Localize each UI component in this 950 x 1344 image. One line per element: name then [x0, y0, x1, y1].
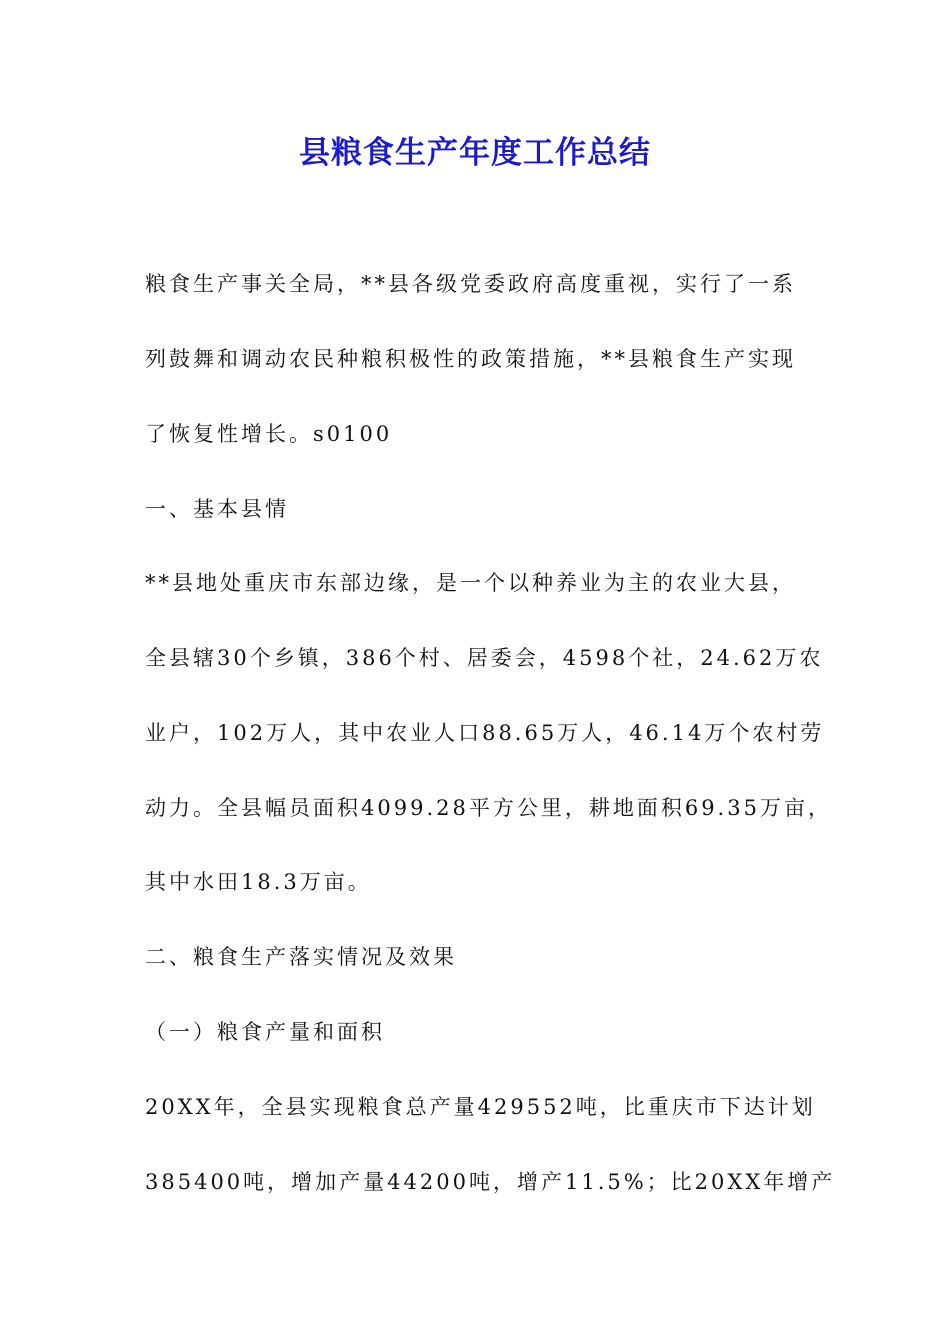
paragraph-line: 列鼓舞和调动农民种粮积极性的政策措施，**县粮食生产实现: [145, 347, 796, 371]
document-title: 县粮食生产年度工作总结: [299, 135, 651, 171]
paragraph-line: **县地处重庆市东部边缘，是一个以种养业为主的农业大县，: [145, 571, 796, 595]
paragraph-line: 385400吨，增加产量44200吨，增产11.5%；比20XX年增产: [145, 1170, 836, 1194]
paragraph-line: 业户，102万人，其中农业人口88.65万人，46.14万个农村劳: [145, 721, 825, 745]
paragraph-line: 了恢复性增长。s0100: [145, 422, 393, 446]
paragraph-line: 20XX年，全县实现粮食总产量429552吨，比重庆市下达计划: [145, 1095, 816, 1119]
section-heading: 一、基本县情: [145, 497, 289, 521]
section-heading: 二、粮食生产落实情况及效果: [145, 945, 457, 969]
paragraph-line: 粮食生产事关全局，**县各级党委政府高度重视，实行了一系: [145, 272, 796, 296]
paragraph-line: 其中水田18.3万亩。: [145, 870, 372, 894]
paragraph-line: 全县辖30个乡镇，386个村、居委会，4598个社，24.62万农: [145, 646, 824, 670]
subsection-heading: （一）粮食产量和面积: [145, 1020, 385, 1044]
paragraph-line: 动力。全县幅员面积4099.28平方公里，耕地面积69.35万亩，: [145, 796, 832, 820]
